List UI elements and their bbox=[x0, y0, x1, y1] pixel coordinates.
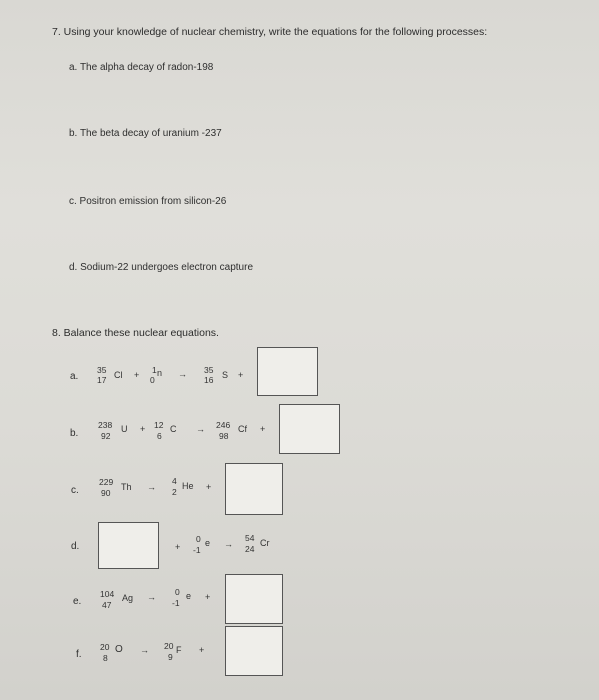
element-symbol: Ag bbox=[122, 593, 134, 603]
element-symbol: Cr bbox=[260, 538, 270, 548]
q8-label-d: d. bbox=[71, 541, 80, 552]
atomic-number: 16 bbox=[204, 375, 214, 385]
atomic-number: 2 bbox=[172, 487, 177, 497]
reaction-arrow: → bbox=[147, 482, 156, 492]
answer-box-c[interactable] bbox=[225, 463, 283, 515]
plus-sign: + bbox=[205, 592, 211, 602]
q8-label-c: c. bbox=[71, 485, 79, 496]
atomic-number: 92 bbox=[101, 431, 111, 441]
element-symbol: He bbox=[182, 481, 194, 491]
reaction-arrow: → bbox=[178, 369, 187, 379]
mass-number: 4 bbox=[172, 476, 177, 486]
mass-number: 20 bbox=[100, 642, 110, 652]
q7-item-b: b. The beta decay of uranium -237 bbox=[69, 128, 222, 139]
q8-label-a: a. bbox=[70, 371, 79, 382]
mass-number: 229 bbox=[99, 477, 114, 487]
mass-number: 1 bbox=[152, 365, 157, 375]
element-symbol: Cf bbox=[238, 424, 247, 434]
reaction-arrow: → bbox=[224, 539, 233, 549]
answer-box-b[interactable] bbox=[279, 404, 340, 454]
plus-sign: + bbox=[134, 370, 140, 380]
q8-label-e: e. bbox=[73, 596, 82, 607]
mass-number: 35 bbox=[204, 365, 214, 375]
answer-box-d[interactable] bbox=[98, 522, 159, 569]
element-symbol: O bbox=[115, 644, 123, 655]
mass-number: 35 bbox=[97, 365, 107, 375]
q8-label-f: f. bbox=[76, 649, 82, 660]
element-symbol: C bbox=[170, 424, 177, 434]
atomic-number: 8 bbox=[103, 653, 108, 663]
element-symbol: Cl bbox=[114, 370, 123, 380]
atomic-number: 98 bbox=[219, 431, 229, 441]
q7-item-a: a. The alpha decay of radon-198 bbox=[69, 62, 214, 73]
atomic-number: 24 bbox=[245, 544, 255, 554]
element-symbol: e bbox=[205, 538, 211, 548]
plus-sign: + bbox=[260, 424, 266, 434]
element-symbol: n bbox=[157, 368, 163, 378]
atomic-number: -1 bbox=[193, 545, 201, 555]
mass-number: 104 bbox=[100, 589, 115, 599]
plus-sign: + bbox=[199, 645, 205, 655]
answer-box-f[interactable] bbox=[225, 626, 283, 676]
answer-box-e[interactable] bbox=[225, 574, 283, 624]
element-symbol: U bbox=[121, 424, 128, 434]
mass-number: 12 bbox=[154, 420, 164, 430]
mass-number: 54 bbox=[245, 533, 255, 543]
q7-item-d: d. Sodium-22 undergoes electron capture bbox=[69, 262, 254, 273]
atomic-number: 0 bbox=[150, 375, 155, 385]
element-symbol: F bbox=[176, 645, 182, 655]
q8-label-b: b. bbox=[70, 428, 79, 439]
answer-box-a[interactable] bbox=[257, 347, 318, 396]
mass-number: 238 bbox=[98, 420, 113, 430]
q7-item-c: c. Positron emission from silicon-26 bbox=[69, 196, 227, 207]
mass-number: 246 bbox=[216, 420, 231, 430]
atomic-number: 6 bbox=[157, 431, 162, 441]
atomic-number: 90 bbox=[101, 488, 111, 498]
plus-sign: + bbox=[140, 424, 146, 434]
reaction-arrow: → bbox=[140, 645, 149, 655]
atomic-number: 47 bbox=[102, 600, 112, 610]
element-symbol: Th bbox=[121, 482, 132, 492]
atomic-number: -1 bbox=[172, 598, 180, 608]
reaction-arrow: → bbox=[196, 424, 205, 434]
mass-number: 20 bbox=[164, 641, 174, 651]
question-7-title: 7. Using your knowledge of nuclear chemistry, write the equations for the following processes: bbox=[52, 26, 488, 38]
plus-sign: + bbox=[238, 370, 244, 380]
element-symbol: e bbox=[186, 591, 192, 601]
mass-number: 0 bbox=[175, 587, 180, 597]
plus-sign: + bbox=[175, 542, 181, 552]
mass-number: 0 bbox=[196, 534, 201, 544]
element-symbol: S bbox=[222, 370, 229, 380]
question-8-title: 8. Balance these nuclear equations. bbox=[52, 327, 219, 339]
reaction-arrow: → bbox=[147, 592, 156, 602]
plus-sign: + bbox=[206, 482, 212, 492]
atomic-number: 9 bbox=[168, 652, 173, 662]
atomic-number: 17 bbox=[97, 375, 107, 385]
